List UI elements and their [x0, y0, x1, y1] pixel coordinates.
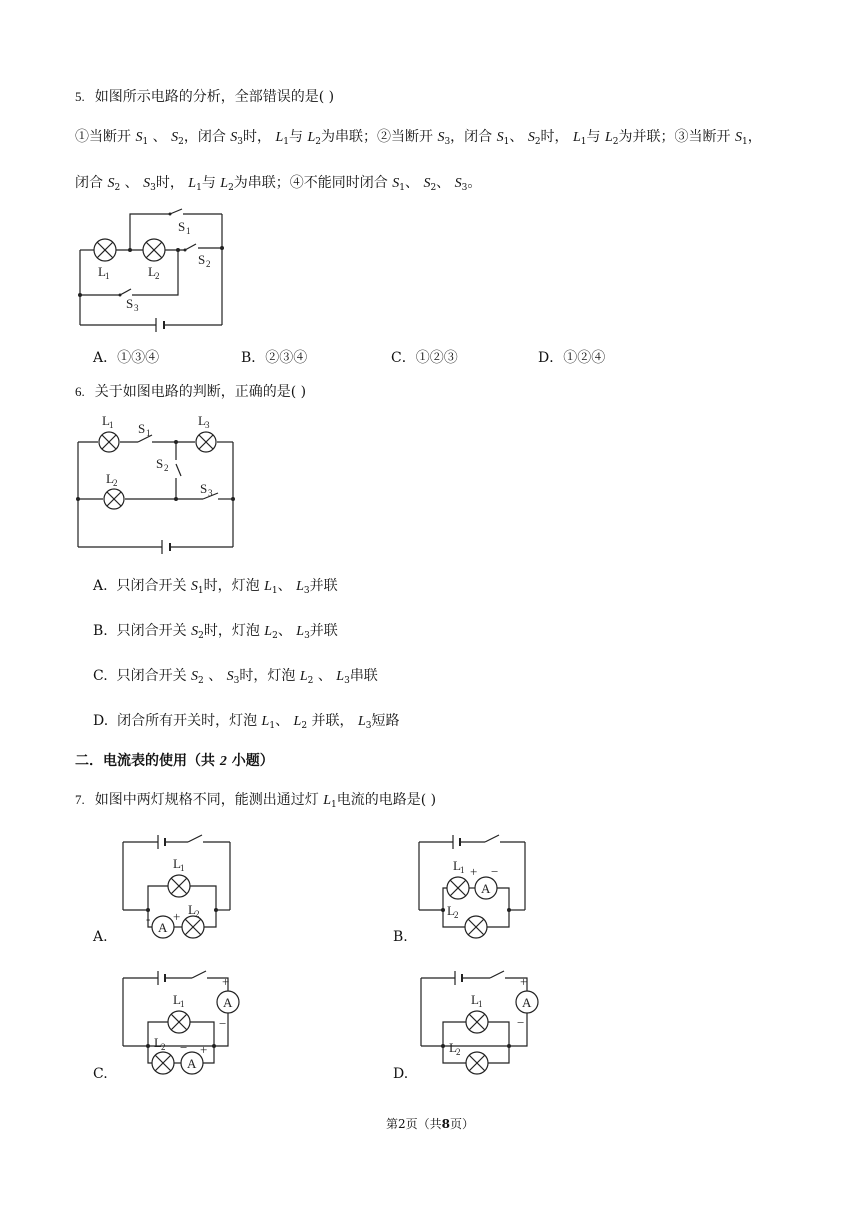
- q5-option-d[interactable]: D．①②④: [538, 350, 606, 366]
- q5-statements-line2: 闭合 $S_2$ 、 $S_3$时， $L_1$与 $L_2$为串联；④不能同时闭合 $S_1$、 $S_2$、 $S_3$。: [75, 175, 482, 193]
- svg-text:L: L: [449, 1040, 457, 1055]
- q7-option-a[interactable]: A.: [93, 929, 108, 945]
- svg-text:L: L: [173, 856, 181, 871]
- svg-text:1: 1: [105, 271, 110, 281]
- q5-statements-line1: ①当断开 $S_1$ 、 $S_2$，闭合 $S_3$时， $L_1$与 $L_2$为串联；②当断开 $S_3$，闭合 $S_1$、 $S_2$时， $L_1$与 $L_2$为并联；③当断开 $S_1$，: [75, 129, 762, 147]
- q7-option-c[interactable]: C.: [93, 1066, 108, 1082]
- svg-text:−: −: [491, 864, 499, 879]
- q7-stem: 7. 如图中两灯规格不同，能测出通过灯 $L_1$电流的电路是( ): [75, 792, 437, 810]
- q7-circuit-d: [413, 964, 543, 1082]
- svg-text:L: L: [471, 992, 479, 1007]
- svg-text:−: −: [219, 1016, 227, 1031]
- q7-circuit-b: [413, 828, 533, 946]
- svg-text:S: S: [200, 481, 208, 496]
- q5-option-a[interactable]: A．①③④: [93, 350, 160, 366]
- svg-text:1: 1: [478, 999, 483, 1009]
- svg-text:S: S: [126, 296, 134, 311]
- svg-text:3: 3: [208, 488, 213, 498]
- svg-text:A: A: [481, 881, 491, 896]
- svg-text:−: −: [180, 1040, 188, 1055]
- svg-text:S: S: [156, 456, 164, 471]
- svg-text:3: 3: [134, 303, 139, 313]
- svg-text:2: 2: [113, 478, 118, 488]
- svg-text:L: L: [198, 413, 206, 428]
- svg-text:L: L: [106, 471, 114, 486]
- q7-circuit-a: [118, 828, 238, 946]
- svg-text:1: 1: [180, 999, 185, 1009]
- svg-text:2: 2: [195, 909, 200, 919]
- q7-circuit-c: [118, 964, 248, 1082]
- svg-text:2: 2: [161, 1042, 166, 1052]
- svg-text:2: 2: [164, 463, 169, 473]
- svg-text:S: S: [138, 421, 146, 436]
- q6-option-c[interactable]: C. 只闭合开关 $S_2$ 、 $S_3$时，灯泡 $L_2$ 、 $L_3$串联: [93, 668, 378, 686]
- svg-text:2: 2: [454, 910, 459, 920]
- svg-text:L: L: [154, 1035, 162, 1050]
- q6-option-a[interactable]: A. 只闭合开关 $S_1$时，灯泡 $L_1$、 $L_3$并联: [93, 578, 338, 596]
- q5-stem: 5. 如图所示电路的分析，全部错误的是( ): [75, 89, 335, 105]
- svg-text:1: 1: [186, 226, 191, 236]
- q6-stem: 6. 关于如图电路的判断，正确的是( ): [75, 384, 307, 400]
- svg-text:1: 1: [460, 865, 465, 875]
- q6-option-d[interactable]: D. 闭合所有开关时，灯泡 $L_1$、 $L_2$ 并联， $L_3$短路: [93, 713, 400, 731]
- section-2-title: 二．电流表的使用（共 2 小题）: [75, 753, 274, 769]
- svg-text:1: 1: [146, 428, 151, 438]
- q7-option-b[interactable]: B.: [393, 929, 408, 945]
- svg-text:+: +: [470, 864, 478, 879]
- svg-text:1: 1: [109, 420, 114, 430]
- svg-text:L: L: [98, 264, 106, 279]
- svg-text:1: 1: [180, 863, 185, 873]
- svg-text:+: +: [173, 909, 181, 924]
- svg-text:S: S: [198, 252, 206, 267]
- svg-text:2: 2: [456, 1047, 461, 1057]
- q5-option-c[interactable]: C．①②③: [391, 350, 458, 366]
- page-footer: 第2页（共8页）: [385, 1117, 474, 1131]
- svg-text:A: A: [187, 1056, 197, 1071]
- q5-circuit-diagram: [70, 200, 240, 335]
- q6-option-b[interactable]: B. 只闭合开关 $S_2$时，灯泡 $L_2$、 $L_3$并联: [93, 623, 338, 641]
- svg-text:L: L: [453, 858, 461, 873]
- svg-text:3: 3: [205, 420, 210, 430]
- svg-text:+: +: [200, 1042, 208, 1057]
- svg-text:A: A: [223, 995, 233, 1010]
- svg-text:L: L: [148, 264, 156, 279]
- q7-option-d[interactable]: D.: [393, 1066, 409, 1082]
- svg-text:+: +: [222, 974, 230, 989]
- ammeter-icon: A: [158, 920, 168, 935]
- svg-text:L: L: [102, 413, 110, 428]
- svg-text:S: S: [178, 219, 186, 234]
- svg-text:L: L: [173, 992, 181, 1007]
- svg-text:L: L: [188, 902, 196, 917]
- svg-text:A: A: [522, 995, 532, 1010]
- svg-text:−: −: [517, 1015, 525, 1030]
- svg-text:-: -: [146, 911, 151, 926]
- svg-text:L: L: [447, 903, 455, 918]
- svg-text:2: 2: [206, 259, 211, 269]
- q5-option-b[interactable]: B．②③④: [241, 350, 308, 366]
- svg-text:2: 2: [155, 271, 160, 281]
- svg-text:+: +: [520, 974, 528, 989]
- q6-circuit-diagram: [70, 405, 245, 555]
